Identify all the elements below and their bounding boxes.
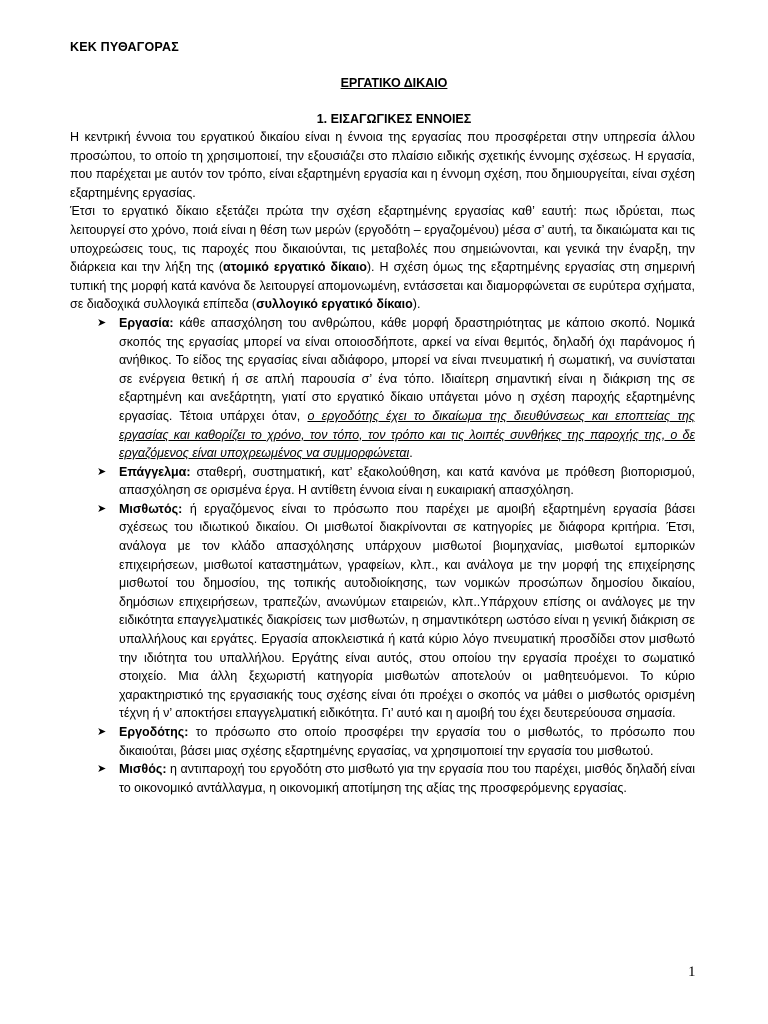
- term-definition: ή εργαζόμενος είναι το πρόσωπο που παρέχει με αμοιβή εξαρτημένη εργασία βάσει σχέσεως του ιδιωτικού δικαίου. Οι μισθωτοί διακρίνονται σε κατηγορίες με διάφορα κριτήρια. Έτσι, ανάλογα με τον κλάδο απασχόλησης υπάρχουν μισθωτοί βιομηχανίας, μισθωτοί εμπορικών επιχειρήσεων, μισθωτοί καταστημάτων, γραφείων, κλπ., και ανάλογα με την μορφή της επιχείρησης μισθωτοί του δημοσίου, της τοπικής αυτοδιοίκησης, των νομικών προσώπων δημοσίου δικαίου, δημόσιων επιχειρήσεων, τραπεζών, ανωνύμων εταιρειών, κλπ..Υπάρχουν επίσης οι ανάλογες με την ειδικότητα επαγγελματικές διακρίσεις των μισθωτών, η σημαντικότερη ωστόσο είναι η γενική διάκριση σε υπαλλήλους και εργάτες. Εργασία αποκλειστικά ή κατά κύριο λόγο πνευματική προσδίδει στον μισθωτό την ιδιότητα του υπαλλήλου. Εργάτης είναι αυτός, στου οποίου την εργασία προέχει το σωματικό στοιχείο. Μια άλλη ξεχωριστή κατηγορία μισθωτών αποτελούν οι μαθητευόμενοι. Το κύριο χαρακτηριστικό της εργασιακής τους σχέσης είναι ότι προέχει ο σκοπός να μάθει ο μισθωτός ορισμένη τέχνη ή ν’ αποκτήσει επαγγελματική ειδικότητα. Γι’ αυτό και η αμοιβή του έχει δευτερεύουσα σημασία.: [119, 501, 695, 721]
- definitions-list: [70, 314, 695, 797]
- term-label: Μισθωτός:: [119, 501, 183, 516]
- arrow-bullet-icon: ➤: [97, 763, 107, 776]
- term-label: Εργοδότης:: [119, 725, 189, 739]
- section-title: 1. ΕΙΣΑΓΩΓΙΚΕΣ ΕΝΝΟΙΕΣ: [316, 112, 472, 126]
- term-label: Επάγγελμα:: [119, 464, 191, 479]
- list-item: [70, 500, 695, 723]
- term-definition: κάθε απασχόληση του ανθρώπου, κάθε μορφή δραστηριότητας με κάποιο σκοπό. Νομικά σκοπός της εργασίας μπορεί να είναι οποιοσδήποτε, αρκεί να είναι θεμιτός, δηλαδή όχι παράνομος ή ανήθικος. Το είδος της εργασίας είναι αδιάφορο, μπορεί να είναι πνευματική ή σωματική, να συνίσταται σε ενέργεια θετική ή σε απλή παρουσία σ’ ένα τόπο. Ιδιαίτερη σημαντική είναι η διάκριση της σε εξαρτημένη και ανεξάρτητη, γιατί στο εργατικό δίκαιο υπάγεται μόνο η σχέση παροχής εξαρτημένης εργασίας. Τέτοια υπάρχει όταν,: [119, 315, 695, 423]
- second-paragraph: [70, 202, 695, 314]
- bold-term-individual-law: ατομικό εργατικό δίκαιο: [223, 260, 367, 275]
- list-item: [70, 760, 695, 797]
- paragraph-text: ). Η σχέση όμως της εξαρτημένης εργασίας στη σημερινή τυπική της μορφή κατά κανόνα δε λειτουργεί απομονωμένη, εντάσσεται και διαμορφώνεται σε ευρύτερα σχήματα, σε διαδοχικά συλλογικά επίπεδα (: [70, 260, 695, 312]
- paragraph-text: Έτσι το εργατικό δίκαιο εξετάζει πρώτα την σχέση εξαρτημένης εργασίας καθ’ εαυτή: πως ιδρύεται, πως λειτουργεί στο χρόνο, ποιά είναι η θέση των μερών (εργοδότη – εργαζομένου) μέσα σ’ αυτή, τα δικαιώματα και τις υποχρεώσεις τους, τις παροχές που δικαιούνται, τις μεταβολές που σημειώνονται, και γενικά την έναρξη, την διάρκεια και την λήξη της (: [70, 204, 695, 275]
- organization-name: ΚΕΚ ΠΥΘΑΓΟΡΑΣ: [70, 40, 179, 54]
- list-item: [70, 314, 695, 463]
- paragraph-text: ).: [412, 297, 421, 312]
- document-title: ΕΡΓΑΤΙΚΟ ΔΙΚΑΙΟ: [340, 76, 448, 90]
- emphasized-definition: ο εργοδότης έχει το δικαίωμα της διευθύνσεως και εποπτείας της εργασίας και καθορίζει το χρόνο, τον τόπο, τον τρόπο και τις λοιπές συνθήκες της παροχής της, ο δε εργαζόμενος είναι υποχρεωμένος να συμμορφώνεται: [119, 408, 696, 461]
- term-definition: το πρόσωπο στο οποίο προσφέρει την εργασία του ο μισθωτός, το πρόσωπο που δικαιούται, βάσει μιας σχέσης εξαρτημένης εργασίας, να χρησιμοποιεί την εργασία του μισθωτού.: [119, 725, 695, 758]
- page-number: 1: [688, 964, 696, 980]
- arrow-bullet-icon: ➤: [97, 465, 107, 478]
- arrow-bullet-icon: ➤: [97, 316, 107, 329]
- arrow-bullet-icon: ➤: [97, 726, 107, 738]
- bold-term-collective-law: συλλογικό εργατικό δίκαιο: [256, 297, 413, 312]
- list-item: [70, 723, 695, 760]
- arrow-bullet-icon: ➤: [97, 502, 107, 515]
- list-item: [70, 463, 695, 500]
- term-end: .: [409, 446, 413, 461]
- term-label: Εργασία:: [119, 315, 174, 330]
- term-definition: σταθερή, συστηματική, κατ’ εξακολούθηση, και κατά κανόνα με πρόθεση βιοπορισμού, απασχόληση σε ορισμένα έργα. Η αντίθετη έννοια είναι η ευκαιριακή απασχόληση.: [119, 464, 695, 498]
- term-definition: η αντιπαροχή του εργοδότη στο μισθωτό για την εργασία που του παρέχει, μισθός δηλαδή είναι το οικονομικό αντάλλαγμα, η οικονομική αποτίμηση της αξίας της προσφερόμενης εργασίας.: [119, 762, 695, 795]
- term-label: Μισθός:: [119, 762, 167, 777]
- intro-paragraph: Η κεντρική έννοια του εργατικού δικαίου είναι η έννοια της εργασίας που προσφέρεται στην υπηρεσία άλλου προσώπου, το οποίο τη χρησιμοποιεί, την εξουσιάζει στο πλαίσιο ειδικής σχετικής έννομης σχέσεως. Η εργασία, που παρέχεται με αυτόν τον τρόπο, είναι εξαρτημένη εργασία και η έννομη σχέση, που δημιουργείται, είναι σχέση εξαρτημένης εργασίας.: [70, 130, 695, 200]
- document-body: [70, 128, 695, 797]
